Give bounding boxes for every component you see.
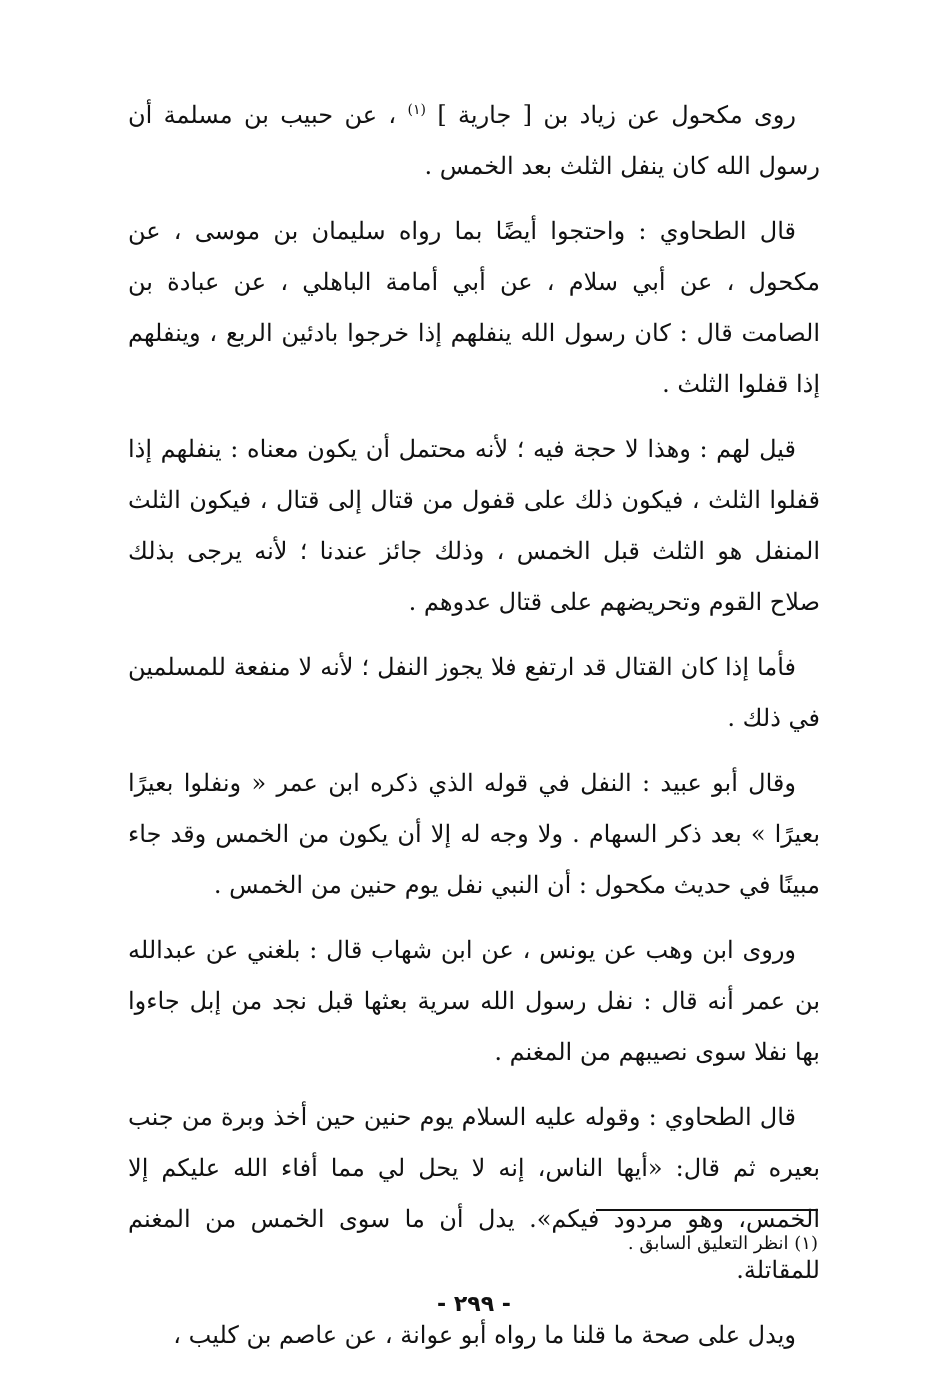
page-number: - ٢٩٩ - xyxy=(437,1292,511,1317)
paragraph-5: وقال أبو عبيد : النفل في قوله الذي ذكره ابن عمر « ونفلوا بعيرًا بعيرًا » بعد ذكر السهام . ولا وجه له إلا أن يكون من الخمس وقد جاء مبينًا في حديث مكحول : أن النبي نفل يوم حنين من الخمس . xyxy=(128,769,820,899)
paragraph-2: قال الطحاوي : واحتجوا أيضًا بما رواه سليمان بن موسى ، عن مكحول ، عن أبي سلام ، عن أبي أمامة الباهلي ، عن عبادة بن الصامت قال : كان رسول الله ينفلهم إذا خرجوا بادئين الربع ، وينفلهم إذا قفلوا الثلث . xyxy=(128,217,820,398)
footnote: (١) انظر التعليق السابق . xyxy=(627,1233,818,1254)
footnote-divider xyxy=(596,1209,818,1211)
paragraph-text: روى مكحول عن زياد بن [ جارية ] xyxy=(425,101,796,129)
paragraph-8: ويدل على صحة ما قلنا ما رواه أبو عوانة ، عن عاصم بن كليب ، xyxy=(173,1321,796,1349)
paragraph-6: وروى ابن وهب عن يونس ، عن ابن شهاب قال : بلغني عن عبدالله بن عمر أنه قال : نفل رسول الله سرية بعثها قبل نجد من إبل جاءوا بها نفلا سوى نصيبهم من المغنم . xyxy=(128,936,820,1066)
paragraph-7: قال الطحاوي : وقوله عليه السلام يوم حنين حين أخذ وبرة من جنب بعيره ثم قال: «أيها الناس، إنه لا يحل لي مما أفاء الله عليكم إلا الخمس، وهو مردود فيكم». يدل أن ما سوى الخمس من المغنم للمقاتلة. xyxy=(128,1103,820,1284)
footnote-reference: (١) xyxy=(407,102,426,118)
body-text xyxy=(128,90,820,1375)
paragraph-1 xyxy=(128,90,820,192)
paragraph-text: ، عن حبيب بن مسلمة أن رسول الله كان ينفل الثلث بعد الخمس . xyxy=(128,101,820,180)
paragraph-4: فأما إذا كان القتال قد ارتفع فلا يجوز النفل ؛ لأنه لا منفعة للمسلمين في ذلك . xyxy=(128,653,820,732)
paragraph-3: قيل لهم : وهذا لا حجة فيه ؛ لأنه محتمل أن يكون معناه : ينفلهم إذا قفلوا الثلث ، فيكون ذلك على قفول من قتال إلى قتال ، فيكون الثلث المنفل هو الثلث قبل الخمس ، وذلك جائز عندنا ؛ لأنه يرجى بذلك صلاح القوم وتحريضهم على قتال عدوهم . xyxy=(128,435,820,616)
